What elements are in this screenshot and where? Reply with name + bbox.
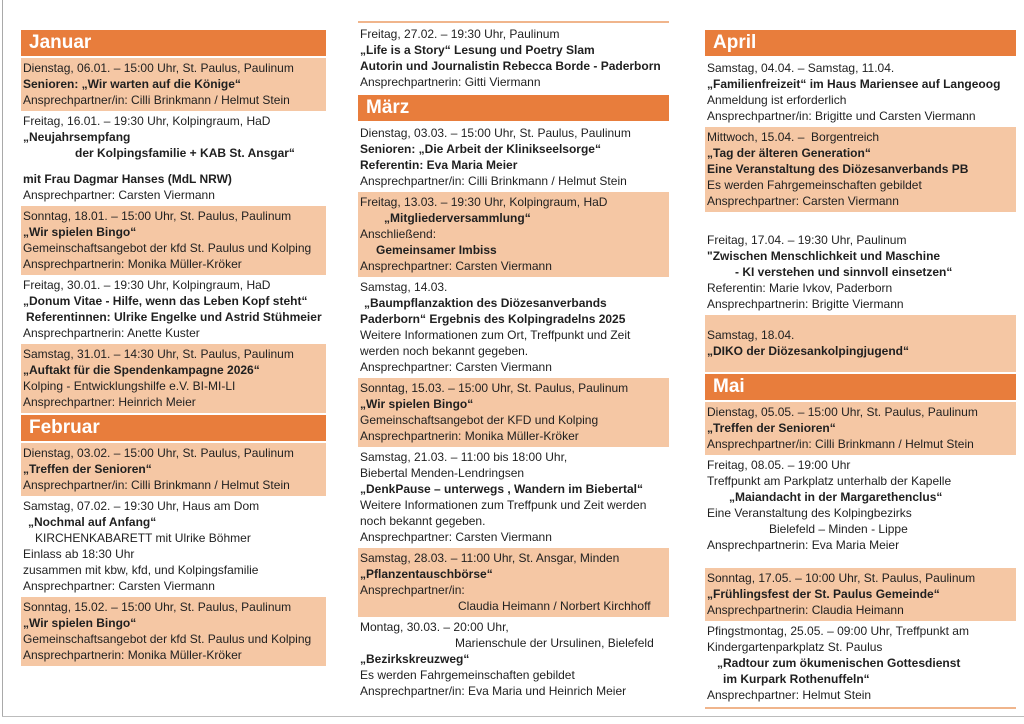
- event-line: „Life is a Story“ Lesung und Poetry Slam: [360, 43, 595, 57]
- event-line: Eine Veranstaltung des Diözesanverbands PB: [707, 162, 969, 176]
- event-line: Anmeldung ist erforderlich: [707, 93, 847, 107]
- page-border-left: [2, 0, 3, 717]
- event-line: Gemeinschaftsangebot der KFD und Kolping: [360, 413, 599, 427]
- event-line: [23, 161, 324, 171]
- event-line: Ansprechpartner: Heinrich Meier: [23, 395, 196, 409]
- event-line: Autorin und Journalistin Rebecca Borde - Paderborn: [360, 59, 661, 73]
- event-block: [705, 568, 1016, 621]
- event-line: Ansprechpartner/in: Eva Maria und Heinrich Meier: [360, 684, 627, 698]
- divider-rule: [358, 21, 669, 23]
- event-line: - KI verstehen und sinnvoll einsetzen“: [735, 265, 953, 279]
- event-line: der Kolpingsfamilie + KAB St. Ansgar“: [75, 146, 295, 160]
- event-line: Ansprechpartner/in: Cilli Brinkmann / Helmut Stein: [23, 478, 290, 492]
- column-right: [705, 28, 1016, 710]
- event-line: Ansprechpartner/in: Cilli Brinkmann / Helmut Stein: [360, 174, 627, 188]
- event-line: Dienstag, 05.05. – 15:00 Uhr, St. Paulus, Paulinum: [707, 405, 978, 419]
- event-line: Samstag, 04.04. – Samstag, 11.04.: [707, 61, 895, 75]
- event-line: Treffpunkt am Parkplatz unterhalb der Kapelle: [707, 474, 952, 488]
- event-block: [21, 443, 326, 496]
- event-line: Ansprechpartnerin: Monika Müller-Kröker: [23, 648, 242, 662]
- event-block: [21, 597, 326, 666]
- event-line: Freitag, 17.04. – 19:30 Uhr, Paulinum: [707, 233, 907, 247]
- event-line: Ansprechpartner: Carsten Viermann: [23, 188, 215, 202]
- event-line: Claudia Heimann / Norbert Kirchhoff: [458, 599, 651, 613]
- block-gap: [705, 212, 1016, 230]
- event-line: Gemeinsamer Imbiss: [376, 243, 497, 257]
- event-block: [358, 192, 669, 277]
- month-header-april: April: [705, 30, 1016, 56]
- event-line: Sonntag, 18.01. – 15:00 Uhr, St. Paulus, Paulinum: [23, 209, 292, 223]
- month-header-januar: Januar: [21, 30, 326, 56]
- month-header-mai: Mai: [705, 374, 1016, 400]
- event-line: „DenkPause – unterwegs , Wandern im Biebertal“: [360, 482, 643, 496]
- event-line: Montag, 30.03. – 20:00 Uhr,: [360, 620, 509, 634]
- event-line: Sonntag, 15.02. – 15:00 Uhr, St. Paulus, Paulinum: [23, 600, 292, 614]
- event-line: Ansprechpartnerin: Anette Kuster: [23, 326, 200, 340]
- event-line: „Frühlingsfest der St. Paulus Gemeinde“: [707, 587, 940, 601]
- page-border-bottom: [2, 716, 1024, 717]
- event-line: KIRCHENKABARETT mit Ulrike Böhmer: [35, 531, 251, 545]
- event-line: „Wir spielen Bingo“: [360, 397, 474, 411]
- event-line: Dienstag, 03.03. – 15:00 Uhr, St. Paulus, Paulinum: [360, 126, 631, 140]
- event-line: „Maiandacht in der Margarethenclus“: [729, 490, 943, 504]
- event-line: Ansprechpartner: Carsten Viermann: [360, 360, 552, 374]
- event-block: [21, 344, 326, 413]
- block-gap: [705, 556, 1016, 568]
- event-line: „Familienfreizeit“ im Haus Mariensee auf Langeoog: [707, 77, 1001, 91]
- event-line: Freitag, 08.05. – 19:00 Uhr: [707, 458, 851, 472]
- event-line: „Wir spielen Bingo“: [23, 225, 137, 239]
- event-block: [705, 127, 1016, 212]
- column-middle: [358, 20, 669, 702]
- event-line: Paderborn“ Ergebnis des Kolpingradelns 2025: [360, 312, 626, 326]
- event-line: „Tag der älteren Generation“: [707, 146, 871, 160]
- event-line: „Mitgliederversammlung“: [384, 211, 531, 225]
- event-line: Freitag, 27.02. – 19:30 Uhr, Paulinum: [360, 27, 560, 41]
- event-line: Mittwoch, 15.04. – Borgentreich: [707, 130, 880, 144]
- event-line: Dienstag, 06.01. – 15:00 Uhr, St. Paulus, Paulinum: [23, 61, 294, 75]
- divider-rule: [705, 707, 1016, 709]
- month-header-maerz: März: [358, 95, 669, 121]
- event-line: Ansprechpartner/in: Cilli Brinkmann / Helmut Stein: [707, 437, 974, 451]
- event-block: [21, 496, 326, 597]
- event-line: im Kurpark Rothenuffeln“: [723, 672, 870, 686]
- event-line: "Zwischen Menschlichkeit und Maschine: [707, 249, 941, 263]
- event-line: Referentin: Marie Ivkov, Paderborn: [707, 281, 893, 295]
- event-line: mit Frau Dagmar Hanses (MdL NRW): [23, 172, 232, 186]
- event-line: „Bezirkskreuzweg“: [360, 652, 470, 666]
- event-line: Ansprechpartnerin: Claudia Heimann: [707, 603, 904, 617]
- event-line: Samstag, 31.01. – 14:30 Uhr, St. Paulus, Paulinum: [23, 347, 294, 361]
- event-line: Kindergartenparkplatz St. Paulus: [707, 640, 883, 654]
- event-line: Sonntag, 15.03. – 15:00 Uhr, St. Paulus, Paulinum: [360, 381, 629, 395]
- event-line: Senioren: „Wir warten auf die Könige“: [23, 77, 241, 91]
- event-line: [23, 562, 324, 578]
- event-line: Ansprechpartner: Carsten Viermann: [707, 194, 899, 208]
- event-block: [358, 277, 669, 378]
- event-line: Freitag, 16.01. – 19:30 Uhr, Kolpingraum, HaD: [23, 114, 271, 128]
- event-line: „Donum Vitae - Hilfe, wenn das Leben Kopf steht“: [23, 294, 308, 308]
- event-line: „Radtour zum ökumenischen Gottesdienst: [717, 656, 961, 670]
- event-block: [705, 58, 1016, 127]
- event-line: Ansprechpartner/in: Brigitte und Carsten Viermann: [707, 109, 976, 123]
- event-line: Gemeinschaftsangebot der kfd St. Paulus und Kolping: [23, 632, 312, 646]
- event-line: Weitere Informationen zum Treffpunk und Zeit werden noch bekannt gegeben.: [360, 498, 650, 528]
- event-line: Ansprechpartner/in: Cilli Brinkmann / Helmut Stein: [23, 93, 290, 107]
- event-line: „Baumpflanzaktion des Diözesanverbands: [364, 296, 607, 310]
- event-block: [705, 315, 1016, 372]
- event-line: Ansprechpartnerin: Eva Maria Meier: [707, 538, 900, 552]
- event-line: [707, 359, 1014, 369]
- event-block: [705, 402, 1016, 455]
- event-block: [358, 123, 669, 192]
- event-line: Es werden Fahrgemeinschaften gebildet: [360, 668, 575, 682]
- event-line: Samstag, 28.03. – 11:00 Uhr, St. Ansgar, Minden: [360, 551, 620, 565]
- event-line: Pfingstmontag, 25.05. – 09:00 Uhr, Treffpunkt am: [707, 624, 969, 638]
- event-line: Ansprechpartnerin: Monika Müller-Kröker: [23, 257, 242, 271]
- event-block: [21, 58, 326, 111]
- event-block: [21, 206, 326, 275]
- event-line: Ansprechpartnerin: Gitti Viermann: [360, 75, 541, 89]
- event-line: Marienschule der Ursulinen, Bielefeld: [455, 636, 654, 650]
- event-block: [358, 447, 669, 548]
- event-line: Einlass ab 18:30 Uhr: [23, 547, 135, 561]
- event-line: „Wir spielen Bingo“: [23, 616, 137, 630]
- event-line: Ansprechpartner: Carsten Viermann: [360, 530, 552, 544]
- event-block: [358, 378, 669, 447]
- event-line: „Pflanzentauschbörse“: [360, 567, 493, 581]
- event-line: Samstag, 21.03. – 11:00 bis 18:00 Uhr,: [360, 450, 568, 464]
- event-line: Ansprechpartner/in:: [360, 583, 465, 597]
- event-block: [358, 548, 669, 617]
- event-block: [358, 617, 669, 702]
- event-line: Referentin: Eva Maria Meier: [360, 158, 518, 172]
- event-line: Samstag, 14.03.: [360, 280, 448, 294]
- event-line: „Auftakt für die Spendenkampagne 2026“: [23, 363, 260, 377]
- event-line: Es werden Fahrgemeinschaften gebildet: [707, 178, 922, 192]
- event-block: [705, 455, 1016, 556]
- event-line: Ansprechpartner: Carsten Viermann: [360, 259, 552, 273]
- event-line: Senioren: „Die Arbeit der Klinikseelsorge“: [360, 142, 601, 156]
- event-block: [705, 621, 1016, 706]
- event-line: Gemeinschaftsangebot der kfd St. Paulus und Kolping: [23, 241, 312, 255]
- event-line: Ansprechpartner: Helmut Stein: [707, 688, 872, 702]
- event-line: Freitag, 13.03. – 19:30 Uhr, Kolpingraum, HaD: [360, 195, 608, 209]
- event-line: Ansprechpartner: Carsten Viermann: [23, 579, 215, 593]
- event-block: [21, 111, 326, 206]
- month-header-februar: Februar: [21, 415, 326, 441]
- event-line: Ansprechpartnerin: Brigitte Viermann: [707, 297, 904, 311]
- event-line: Samstag, 18.04.: [707, 328, 795, 342]
- event-block: [358, 24, 669, 93]
- event-line: Dienstag, 03.02. – 15:00 Uhr, St. Paulus, Paulinum: [23, 446, 294, 460]
- event-line: Eine Veranstaltung des Kolpingbezirks: [707, 506, 912, 520]
- event-line: Freitag, 30.01. – 19:30 Uhr, Kolpingraum, HaD: [23, 278, 271, 292]
- event-line-part: zusammen mit: [23, 563, 105, 577]
- event-line: Sonntag, 17.05. – 10:00 Uhr, St. Paulus, Paulinum: [707, 571, 976, 585]
- event-line-part: kbw, kfd, und Kolpingsfamilie: [104, 563, 259, 577]
- event-line: Bielefeld – Minden - Lippe: [769, 522, 908, 536]
- event-line: [707, 317, 1014, 327]
- event-line: Referentinnen: Ulrike Engelke und Astrid Stühmeier: [26, 310, 322, 324]
- event-line: „Nochmal auf Anfang“: [28, 515, 157, 529]
- event-block: [21, 275, 326, 344]
- event-line: Samstag, 07.02. – 19:30 Uhr, Haus am Dom: [23, 499, 260, 513]
- event-line: Ansprechpartnerin: Monika Müller-Kröker: [360, 429, 579, 443]
- event-line: Kolping - Entwicklungshilfe e.V. BI-MI-LI: [23, 379, 236, 393]
- event-line: „Treffen der Senioren“: [23, 462, 152, 476]
- event-block: [705, 230, 1016, 315]
- event-line: Anschließend:: [360, 227, 437, 241]
- event-line: Weitere Informationen zum Ort, Treffpunkt und Zeit werden noch bekannt gegeben.: [360, 328, 634, 358]
- event-line: „DIKO der Diözesankolpingjugend“: [707, 344, 910, 358]
- event-line: Biebertal Menden-Lendringsen: [360, 466, 525, 480]
- event-line: „Treffen der Senioren“: [707, 421, 836, 435]
- column-left: [21, 28, 326, 666]
- event-line: „Neujahrsempfang: [23, 130, 131, 144]
